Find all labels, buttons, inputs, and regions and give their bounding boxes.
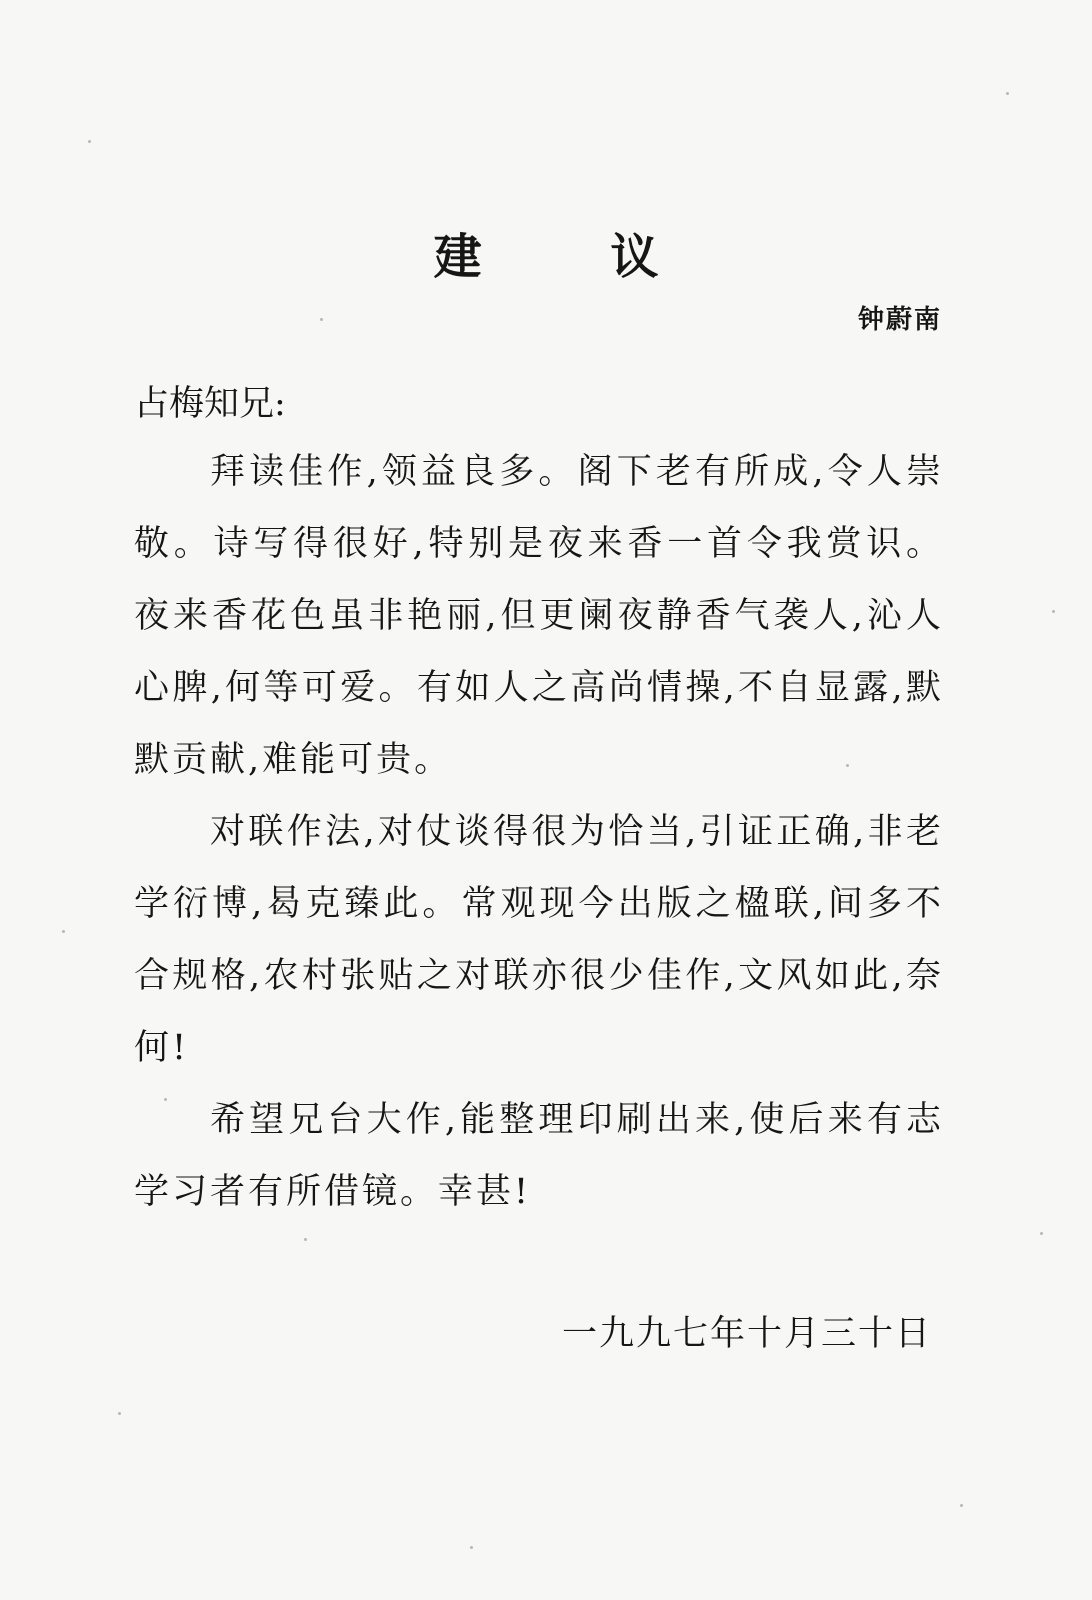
letter-salutation: 占梅知兄:: [134, 384, 286, 424]
letter-body: [134, 436, 944, 1228]
paper-speck: [88, 140, 91, 143]
paper-speck: [62, 930, 65, 933]
letter-paragraph: 希望兄台大作,能整理印刷出来,使后来有志学习者有所借镜。幸甚!: [134, 1100, 944, 1212]
paper-speck: [1052, 610, 1055, 613]
paper-speck: [118, 1412, 121, 1415]
letter-paragraph: 对联作法,对仗谈得很为恰当,引证正确,非老学衍博,曷克臻此。常观现今出版之楹联,间多不合规格,农村张贴之对联亦很少佳作,文风如此,奈何!: [134, 812, 944, 1068]
paper-speck: [1006, 92, 1009, 95]
paper-speck: [1040, 1232, 1043, 1235]
paper-speck: [470, 1546, 473, 1549]
letter-title: 建 议: [433, 229, 715, 285]
paper-speck: [320, 318, 323, 321]
paper-speck: [960, 1504, 963, 1507]
letter-author: 钟蔚南: [857, 305, 942, 335]
letter-date: 一九九七年十月三十日: [561, 1314, 932, 1354]
letter-paragraph: 拜读佳作,领益良多。阁下老有所成,令人崇敬。诗写得很好,特别是夜来香一首令我赏识。夜来香花色虽非艳丽,但更阑夜静香气袭人,沁人心脾,何等可爱。有如人之高尚情操,不自显露,默默贡献,难能可贵。: [134, 452, 944, 780]
paper-speck: [304, 1238, 307, 1241]
